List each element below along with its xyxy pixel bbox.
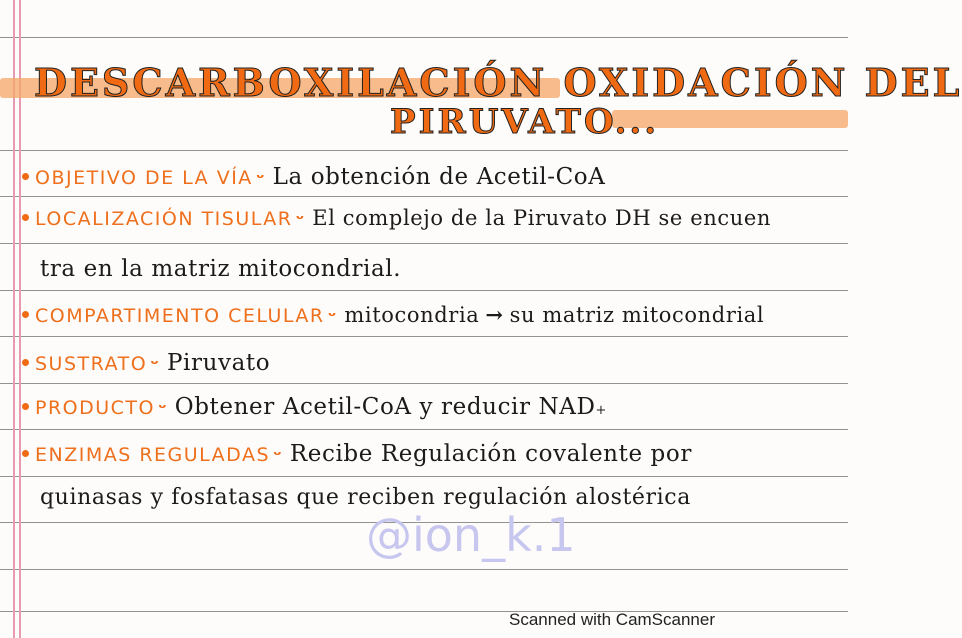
page-title-continued: PIRUVATO... [390, 102, 660, 142]
bullet-icon [22, 359, 29, 366]
ruled-line [0, 336, 848, 337]
item-text: mitocondria [344, 303, 480, 327]
separator-icon: ᵕ [295, 209, 305, 230]
item-text: su matriz mitocondrial [509, 303, 765, 327]
list-item [22, 441, 692, 467]
item-text-continued: tra en la matriz mitocondrial. [40, 256, 402, 282]
ruled-line [0, 243, 848, 244]
separator-icon: ᵕ [150, 354, 159, 375]
superscript: + [595, 403, 607, 418]
separator-icon: ᵕ [273, 445, 282, 466]
separator-icon: ᵕ [157, 398, 167, 419]
ruled-line [0, 429, 848, 430]
item-label: ENZIMAS REGULADAS [35, 444, 271, 466]
list-item [22, 164, 605, 190]
item-label: PRODUCTO [35, 397, 155, 419]
bullet-icon [22, 403, 29, 410]
ruled-line [0, 196, 848, 197]
list-item [22, 206, 771, 230]
list-item [22, 302, 764, 327]
item-text-continued: quinasas y fosfatasas que reciben regulación alostérica [40, 485, 691, 510]
bullet-icon [22, 450, 29, 457]
scanner-footer: Scanned with CamScanner [509, 610, 716, 629]
bullet-icon [22, 311, 29, 318]
ruled-line [0, 611, 848, 612]
item-label: LOCALIZACIÓN TISULAR [35, 208, 293, 230]
separator-icon: ᵕ [327, 306, 337, 327]
item-text: Piruvato [166, 350, 271, 376]
item-label: OBJETIVO DE LA VÍA [35, 167, 253, 189]
bullet-icon [22, 173, 29, 180]
item-text: Recibe Regulación covalente por [289, 441, 692, 467]
ruled-line [0, 37, 848, 38]
ruled-line [0, 569, 848, 570]
list-item [22, 350, 270, 376]
bullet-icon [22, 214, 29, 221]
item-text: Obtener Acetil-CoA y reducir NAD [174, 394, 596, 420]
ruled-line [0, 150, 848, 151]
item-text: La obtención de Acetil-CoA [272, 164, 606, 190]
separator-icon: ᵕ [255, 168, 265, 189]
ruled-line [0, 476, 848, 477]
arrow-right-icon: → [485, 302, 504, 327]
item-label: COMPARTIMENTO CELULAR [35, 305, 325, 327]
watermark: @ion_k.1 [366, 508, 576, 562]
item-text: El complejo de la Piruvato DH se encuen [312, 206, 772, 230]
page-title: DESCARBOXILACIÓN OXIDACIÓN DEL [34, 60, 962, 105]
list-item [22, 394, 607, 420]
ruled-line [0, 290, 848, 291]
ruled-line [0, 383, 848, 384]
item-label: SUSTRATO [35, 353, 148, 375]
